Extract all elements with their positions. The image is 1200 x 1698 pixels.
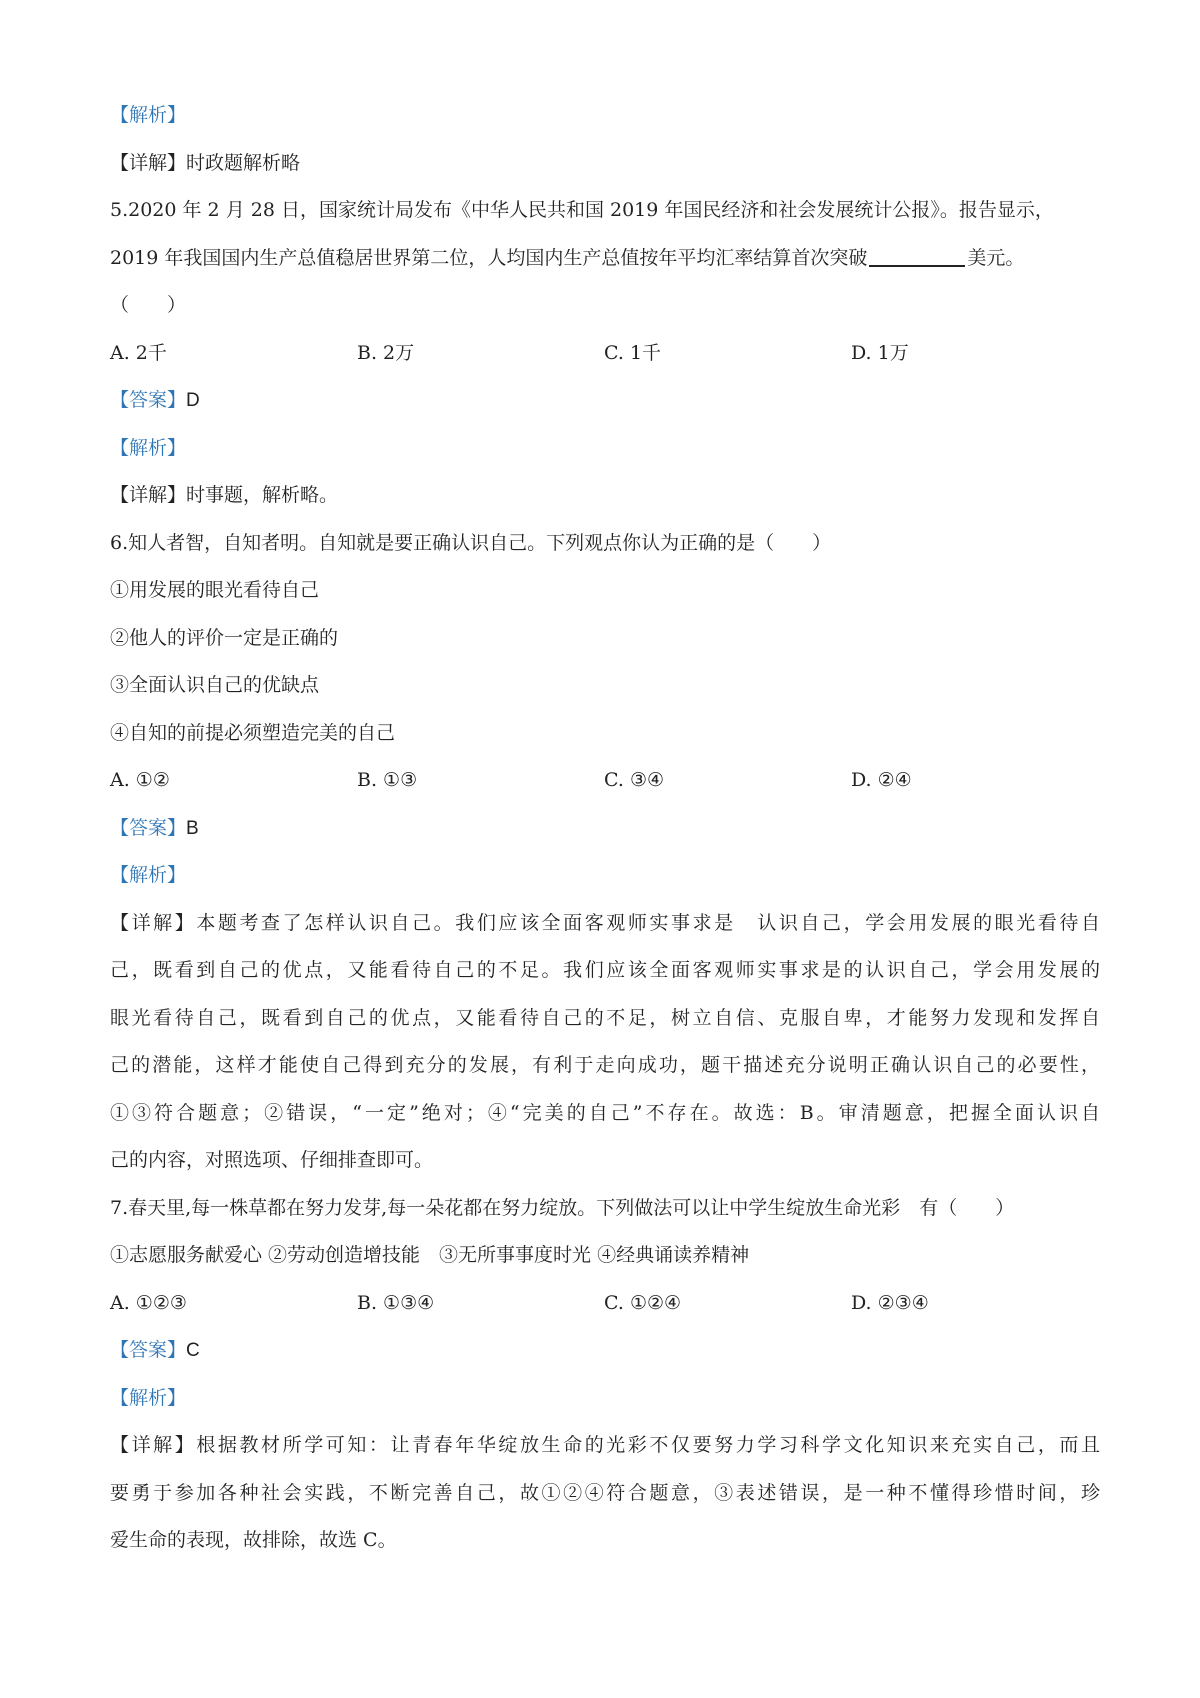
- detail-tag: 【详解】: [110, 484, 187, 506]
- q7-detail-line-2: 要勇于参加各种社会实践，不断完善自己，故①②④符合题意，③表述错误，是一种不懂得珍惜时间，珍: [110, 1481, 1100, 1504]
- q7-stem: 7.春天里,每一株草都在努力发芽,每一朵花都在努力绽放。下列做法可以让中学生绽放生命光彩 有（ ）: [110, 1196, 1015, 1219]
- q6-item-4: ④自知的前提必须塑造完美的自己: [110, 721, 396, 744]
- q6-detail: [110, 900, 1100, 1185]
- q6-detail-line-1: [110, 900, 1100, 948]
- document-page: [110, 92, 1100, 1565]
- q5-stem-line-1: 5.2020 年 2 月 28 日，国家统计局发布《中华人民共和国 2019 年国民经济和社会发展统计公报》。报告显示，: [110, 199, 1054, 221]
- detail-tag: 【详解】: [110, 911, 197, 934]
- q5-paren: （ ）: [110, 294, 187, 316]
- q5-option-d: D. 1万: [851, 341, 909, 364]
- q7-option-d: D. ②③④: [851, 1291, 929, 1314]
- q6-item-2: ②他人的评价一定是正确的: [110, 626, 339, 649]
- q6-detail-line-5: ①③符合题意；②错误，“一定”绝对；④“完美的自己”不存在。故选：B。审清题意，把握全面认识自: [110, 1101, 1100, 1124]
- q7-option-a: A. ①②③: [110, 1291, 187, 1314]
- q6-option-c: C. ③④: [604, 769, 665, 791]
- q5-stem-line-2: [110, 235, 1100, 283]
- detail-tag: 【详解】: [110, 151, 187, 174]
- analysis-tag: 【解析】: [110, 1386, 187, 1409]
- detail-text: 时事题，解析略。: [186, 484, 339, 506]
- q7-option-b: B. ①③④: [357, 1291, 435, 1314]
- q5-option-a: A. 2千: [110, 341, 167, 364]
- q7-analysis-heading: [110, 1375, 1100, 1423]
- q6-detail-line-2: 己，既看到自己的优点，又能看待自己的不足。我们应该全面客观师实事求是的认识自己，学会用发展的: [110, 959, 1100, 981]
- answer-value: B: [186, 817, 199, 839]
- q5-answer: [110, 377, 1100, 425]
- q5-option-b: B. 2万: [357, 341, 415, 364]
- analysis-tag: 【解析】: [110, 104, 187, 126]
- q5-options: [110, 330, 1100, 378]
- detail-text: 根据教材所学可知：让青春年华绽放生命的光彩不仅要努力学习科学文化知识来充实自己，而且: [196, 1434, 1100, 1456]
- analysis-tag: 【解析】: [110, 864, 187, 886]
- q7-option-c: C. ①②④: [604, 1291, 682, 1314]
- answer-tag: 【答案】: [110, 1339, 187, 1361]
- q5-analysis-heading: [110, 425, 1100, 473]
- q4-analysis-heading: [110, 92, 1100, 140]
- q7-detail: [110, 1422, 1100, 1565]
- q6-option-d: D. ②④: [851, 769, 912, 791]
- q6-detail-line-4: 己的潜能，这样才能使自己得到充分的发展，有利于走向成功，题干描述充分说明正确认识自己的必要性，: [110, 1054, 1100, 1076]
- q5-stem-text: 2019 年我国国内生产总值稳居世界第二位，人均国内生产总值按年平均汇率结算首次突破: [110, 246, 868, 269]
- q4-detail: [110, 140, 1100, 188]
- fill-in-blank: [869, 245, 965, 267]
- q6-options: [110, 757, 1100, 805]
- answer-tag: 【答案】: [110, 816, 187, 839]
- q7-items: ①志愿服务献爱心 ②劳动创造增技能 ③无所事事度时光 ④经典诵读养精神: [110, 1244, 750, 1266]
- detail-tag: 【详解】: [110, 1434, 197, 1456]
- detail-text: 本题考查了怎样认识自己。我们应该全面客观师实事求是 认识自己，学会用发展的眼光看待自: [196, 911, 1100, 934]
- q5-detail: [110, 472, 1100, 520]
- q6-analysis-heading: [110, 852, 1100, 900]
- q6-answer: [110, 805, 1100, 853]
- detail-text: 时政题解析略: [186, 151, 301, 174]
- q7-detail-line-1: [110, 1422, 1100, 1470]
- answer-tag: 【答案】: [110, 389, 187, 411]
- q6-item-1: ①用发展的眼光看待自己: [110, 579, 320, 601]
- q6-item-3: ③全面认识自己的优缺点: [110, 674, 320, 696]
- q6-option-a: A. ①②: [110, 769, 170, 791]
- answer-value: C: [186, 1340, 200, 1361]
- q7-answer: [110, 1327, 1100, 1375]
- q5-stem-suffix: 美元。: [967, 246, 1025, 269]
- q7-detail-line-3: 爱生命的表现，故排除，故选 C。: [110, 1529, 397, 1551]
- q6-stem: 6.知人者智，自知者明。自知就是要正确认识自己。下列观点你认为正确的是（ ）: [110, 531, 832, 554]
- q6-detail-line-6: 己的内容，对照选项、仔细排查即可。: [110, 1149, 434, 1171]
- analysis-tag: 【解析】: [110, 436, 187, 459]
- q6-option-b: B. ①③: [357, 769, 418, 791]
- q5-option-c: C. 1千: [604, 341, 662, 364]
- answer-value: D: [186, 390, 200, 411]
- q7-options: [110, 1280, 1100, 1328]
- q6-detail-line-3: 眼光看待自己，既看到自己的优点，又能看待自己的不足，树立自信、克服自卑，才能努力发现和发挥自: [110, 1006, 1100, 1029]
